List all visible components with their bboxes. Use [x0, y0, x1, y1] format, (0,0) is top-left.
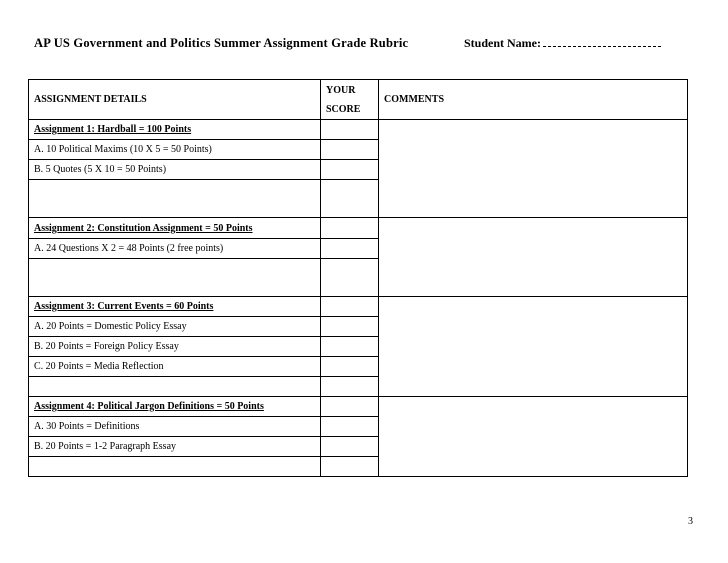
item-label: B. 20 Points = 1-2 Paragraph Essay: [29, 437, 321, 457]
score-cell[interactable]: [321, 397, 379, 417]
blank-cell: [29, 180, 321, 218]
section-title: Assignment 3: Current Events = 60 Points: [29, 297, 321, 317]
section-title: Assignment 4: Political Jargon Definitions = 50 Points: [29, 397, 321, 417]
column-header-score: [321, 80, 379, 120]
column-header-details: ASSIGNMENT DETAILS: [29, 80, 321, 120]
score-cell[interactable]: [321, 180, 379, 218]
page-title: AP US Government and Politics Summer Assignment Grade Rubric: [34, 36, 409, 50]
section-row: [29, 397, 688, 417]
score-cell[interactable]: [321, 218, 379, 239]
item-label: A. 24 Questions X 2 = 48 Points (2 free points): [29, 239, 321, 259]
column-header-score-line2: SCORE: [326, 103, 361, 115]
item-label: B. 20 Points = Foreign Policy Essay: [29, 337, 321, 357]
grade-rubric-table: [28, 79, 688, 477]
blank-cell: [29, 457, 321, 477]
score-cell[interactable]: [321, 437, 379, 457]
comments-cell[interactable]: [379, 297, 688, 397]
section-title: Assignment 1: Hardball = 100 Points: [29, 120, 321, 140]
table-header-row: [29, 80, 688, 120]
score-cell[interactable]: [321, 357, 379, 377]
item-label: A. 20 Points = Domestic Policy Essay: [29, 317, 321, 337]
section-row: [29, 218, 688, 239]
item-label: A. 10 Political Maxims (10 X 5 = 50 Points): [29, 140, 321, 160]
score-cell[interactable]: [321, 160, 379, 180]
score-cell[interactable]: [321, 337, 379, 357]
item-label: C. 20 Points = Media Reflection: [29, 357, 321, 377]
student-name-field[interactable]: [464, 36, 661, 51]
score-cell[interactable]: [321, 377, 379, 397]
score-cell[interactable]: [321, 417, 379, 437]
score-cell[interactable]: [321, 457, 379, 477]
blank-cell: [29, 377, 321, 397]
section-row: [29, 297, 688, 317]
column-header-comments: COMMENTS: [379, 80, 688, 120]
score-cell[interactable]: [321, 297, 379, 317]
comments-cell[interactable]: [379, 120, 688, 218]
section-row: [29, 120, 688, 140]
student-name-label: Student Name:: [464, 36, 541, 50]
score-cell[interactable]: [321, 239, 379, 259]
item-label: B. 5 Quotes (5 X 10 = 50 Points): [29, 160, 321, 180]
page-number: 3: [688, 516, 693, 527]
blank-cell: [29, 259, 321, 297]
column-header-score-line1: YOUR: [326, 84, 356, 96]
section-title: Assignment 2: Constitution Assignment = 50 Points: [29, 218, 321, 239]
score-cell[interactable]: [321, 120, 379, 140]
score-cell[interactable]: [321, 140, 379, 160]
score-cell[interactable]: [321, 259, 379, 297]
score-cell[interactable]: [321, 317, 379, 337]
comments-cell[interactable]: [379, 218, 688, 297]
student-name-blank[interactable]: [543, 36, 661, 47]
comments-cell[interactable]: [379, 397, 688, 477]
item-label: A. 30 Points = Definitions: [29, 417, 321, 437]
